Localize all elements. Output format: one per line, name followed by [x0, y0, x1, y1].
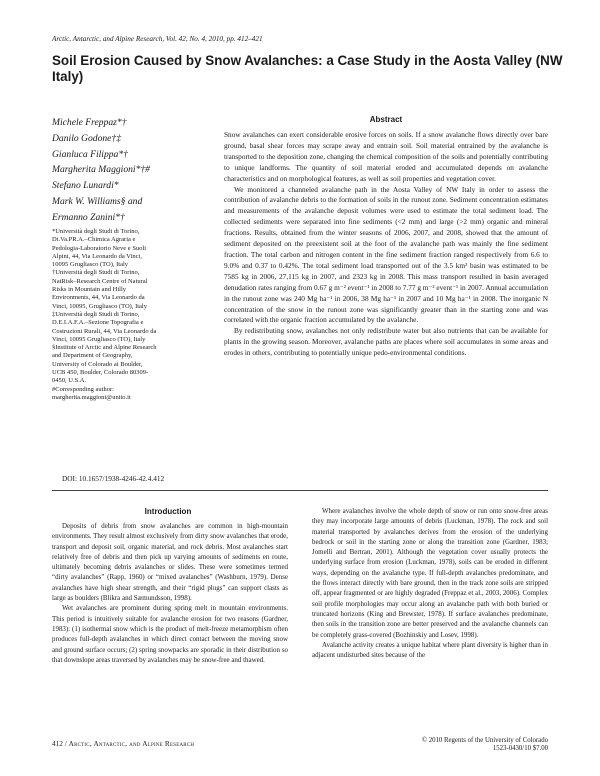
affiliation-line: University of Colorado at Boulder, — [52, 360, 143, 368]
journal-citation: Arctic, Antarctic, and Alpine Research, Vol. 42, No. 4, 2010, pp. 412–421 — [52, 35, 263, 43]
affiliation-line: Environments, 44, Via Leonardo da — [52, 294, 145, 302]
copyright-notice: © 2010 Regents of the University of Colorado — [421, 737, 548, 744]
affiliation-line: 0450, U.S.A. — [52, 377, 87, 385]
page-number: 412 / — [52, 739, 67, 748]
abstract-heading: Abstract — [369, 115, 403, 124]
section-divider — [52, 490, 548, 491]
introduction-heading: Introduction — [144, 507, 192, 516]
page-footer-left — [52, 739, 194, 748]
author-list — [52, 115, 212, 226]
body-paragraph: Where avalanches involve the whole depth of snow or run onto snow-free areas they may incorporate large amounts of debris (Luckman, 1978). The rock and soil material transported by avalanches derives from the erosion of the underlying bedrock or soil in the starting zone or along the transition zone (Gardner, 1983; Jomelli and Bertran, 2001). Although the vegetation cover usually protects the underlying surface from erosion (Luckman, 1978), soils can be eroded in different ways, depending on the avalanche type. If full-depth avalanches predominate, and the flows interact directly with bare ground, then in the track zone soils are stripped off, appear fragmented or are highly degraded (Freppaz et al., 2003, 2006). Complex soil profile morphologies may occur along an avalanche path with both buried or truncated horizons (King and Brewster, 1978). If surface avalanches predominate, then soils in the transition zone are better preserved and the avalanche channels can be completely grass-covered (Bozhinskiy and Losev, 1998). — [312, 507, 548, 639]
author-name: Danilo Godone†‡ — [52, 132, 122, 144]
affiliations — [52, 228, 222, 402]
affiliation-line: Vinci, 10095, Grugliasco (TO), Italy — [52, 302, 147, 310]
corresponding-email[interactable]: margherita.maggioni@unito.it — [52, 393, 131, 401]
abstract-body — [224, 130, 548, 359]
footer-journal-name: Arctic, Antarctic, and Alpine Research — [68, 739, 195, 748]
affiliation-line: Risks in Mountain and Hilly — [52, 286, 127, 294]
author-name: Margherita Maggioni*†# — [52, 164, 150, 176]
issn-price: 1523-0430/10 $7.00 — [492, 745, 548, 753]
affiliation-line: Pedologia-Laboratorio Neve e Suoli — [52, 244, 147, 252]
author-name: Gianluca Filippa*† — [52, 148, 128, 160]
affiliation-line: *Università degli Studi di Torino, — [52, 228, 140, 235]
affiliation-line: Costruzioni Rurali, 44, Via Leonardo da — [52, 327, 157, 335]
affiliation-line: §Institute of Arctic and Alpine Research — [52, 344, 157, 352]
affiliation-line: Alpini, 44, Via Leonardo da Vinci, — [52, 252, 142, 260]
affiliation-line: and Department of Geography, — [52, 352, 133, 360]
affiliation-line: UCB 450, Boulder, Colorado 80309- — [52, 369, 149, 377]
body-paragraph: Wet avalanches are prominent during spring melt in mountain environments. This period is intuitively suitable for avalanche erosion for two reasons (Gardner, 1983): (1) isothermal snow which is the product of melt-freeze metamorphism often produces full-depth avalanches in which direct contact between the moving snow and ground surface occurs; (2) spring snowpacks are sporadic in their distribution so that downslope areas traversed by avalanches may be snow-free and thawed. — [52, 604, 288, 664]
abstract-paragraph: Snow avalanches can exert considerable erosive forces on soils. If a snow avalanche flows directly over bare ground, basal shear forces may scrape away and entrain soil. Soil material entrained by the avalanche is transported to the deposition zone, changing the chemical composition of the soils and potentially contributing to unique landforms. The quantity of soil material eroded and accumulated depends on avalanche characteristics and on morphological features, as well as soil properties and vegetation cover. — [224, 130, 548, 183]
abstract-paragraph: By redistributing snow, avalanches not only redistribute water but also nutrients that can be available for plants in the growing season. Moreover, avalanche paths are places where soil accumulates in some areas and erodes in others, contributing to potentially unique pedo-environmental conditions. — [224, 326, 548, 358]
doi-link[interactable]: DOI: 10.1657/1938-4246-42.4.412 — [62, 474, 165, 483]
affiliation-line: Vinci, 10095 Grugliasco (TO), Italy — [52, 335, 146, 343]
abstract-paragraph: We monitored a channeled avalanche path in the Aosta Valley of NW Italy in order to assess the contribution of avalanche debris to the formation of soils in the runout zone. Sediment concentration estimates and measurements of the avalanche deposit volumes were used to estimate the total sediment load. The collected sediments were separated into fine sediments (<2 mm) and large (>2 mm) organic and mineral fractions. Results, obtained from the winter seasons of 2006, 2007, and 2008, showed that the amount of sediment deposited on the preexistent soil at the foot of the avalanche path was mainly the fine sediment fraction. The total carbon and nitrogen content in the fine sediment fraction ranged respectively from 6.6 to 9.0% and 0.37 to 0.42%. The total sediment load transported out of the 3.5 km² basin was estimated to be 7585 kg in 2006, 27,115 kg in 2007, and 2323 kg in 2008. This mass transport resulted in basin averaged denudation rates ranging from 0.67 g m⁻² event⁻¹ in 2008 to 7.77 g m⁻² event⁻¹ in 2007. Annual accumulation in the runout zone was 240 Mg ha⁻¹ in 2006, 38 Mg ha⁻¹ in 2007 and 10 Mg ha⁻¹ in 2008. The inorganic N concentration of the snow in the runout zone was significantly greater than in the starting zone and was correlated with the organic fraction accumulated by the avalanche. — [224, 184, 548, 325]
right-column — [312, 506, 548, 660]
page-footer-right — [422, 737, 548, 754]
author-name: Michele Freppaz*† — [52, 117, 127, 128]
affiliation-line: NatRisk–Research Centre of Natural — [52, 277, 148, 285]
left-column — [52, 521, 288, 665]
affiliation-line: D.E.I.A.F.A.–Sezione Topografia e — [52, 319, 144, 327]
author-name: Stefano Lunardi* — [52, 180, 119, 192]
affiliation-line: 10095 Grugliasco (TO), Italy — [52, 261, 129, 269]
author-name: Mark W. Williams§ and — [52, 195, 143, 207]
affiliation-line: †Università degli Studi di Torino, — [52, 269, 140, 277]
affiliation-line: ‡Università degli Studi di Torino, — [52, 310, 140, 318]
article-title: Soil Erosion Caused by Snow Avalanches: a Case Study in the Aosta Valley (NW Italy) — [52, 53, 563, 84]
affiliation-line: #Corresponding author: — [52, 385, 114, 393]
affiliation-line: Di.Va.PR.A.–Chimica Agraria e — [52, 236, 136, 244]
body-paragraph: Deposits of debris from snow avalanches are common in high-mountain environments. They result almost exclusively from dirty snow avalanches that erode, transport and deposit soil, organic material, and rock debris. Most avalanches start relatively free of debris and then pick up varying amounts of sediments en route, ultimately becoming debris avalanches or slides. These were sometimes termed “dirty avalanches” (Rapp, 1960) or “mixed avalanches” (Washburn, 1979). Dense avalanches have high shear strength, and their “rigid plugs” can support clasts as large as boulders (Blikra and Sæmundsson, 1998). — [52, 522, 288, 603]
author-name: Ermanno Zanini*† — [52, 211, 125, 223]
body-paragraph: Avalanche activity creates a unique habitat where plant diversity is higher than in adjacent undisturbed sites because of the — [312, 640, 548, 660]
